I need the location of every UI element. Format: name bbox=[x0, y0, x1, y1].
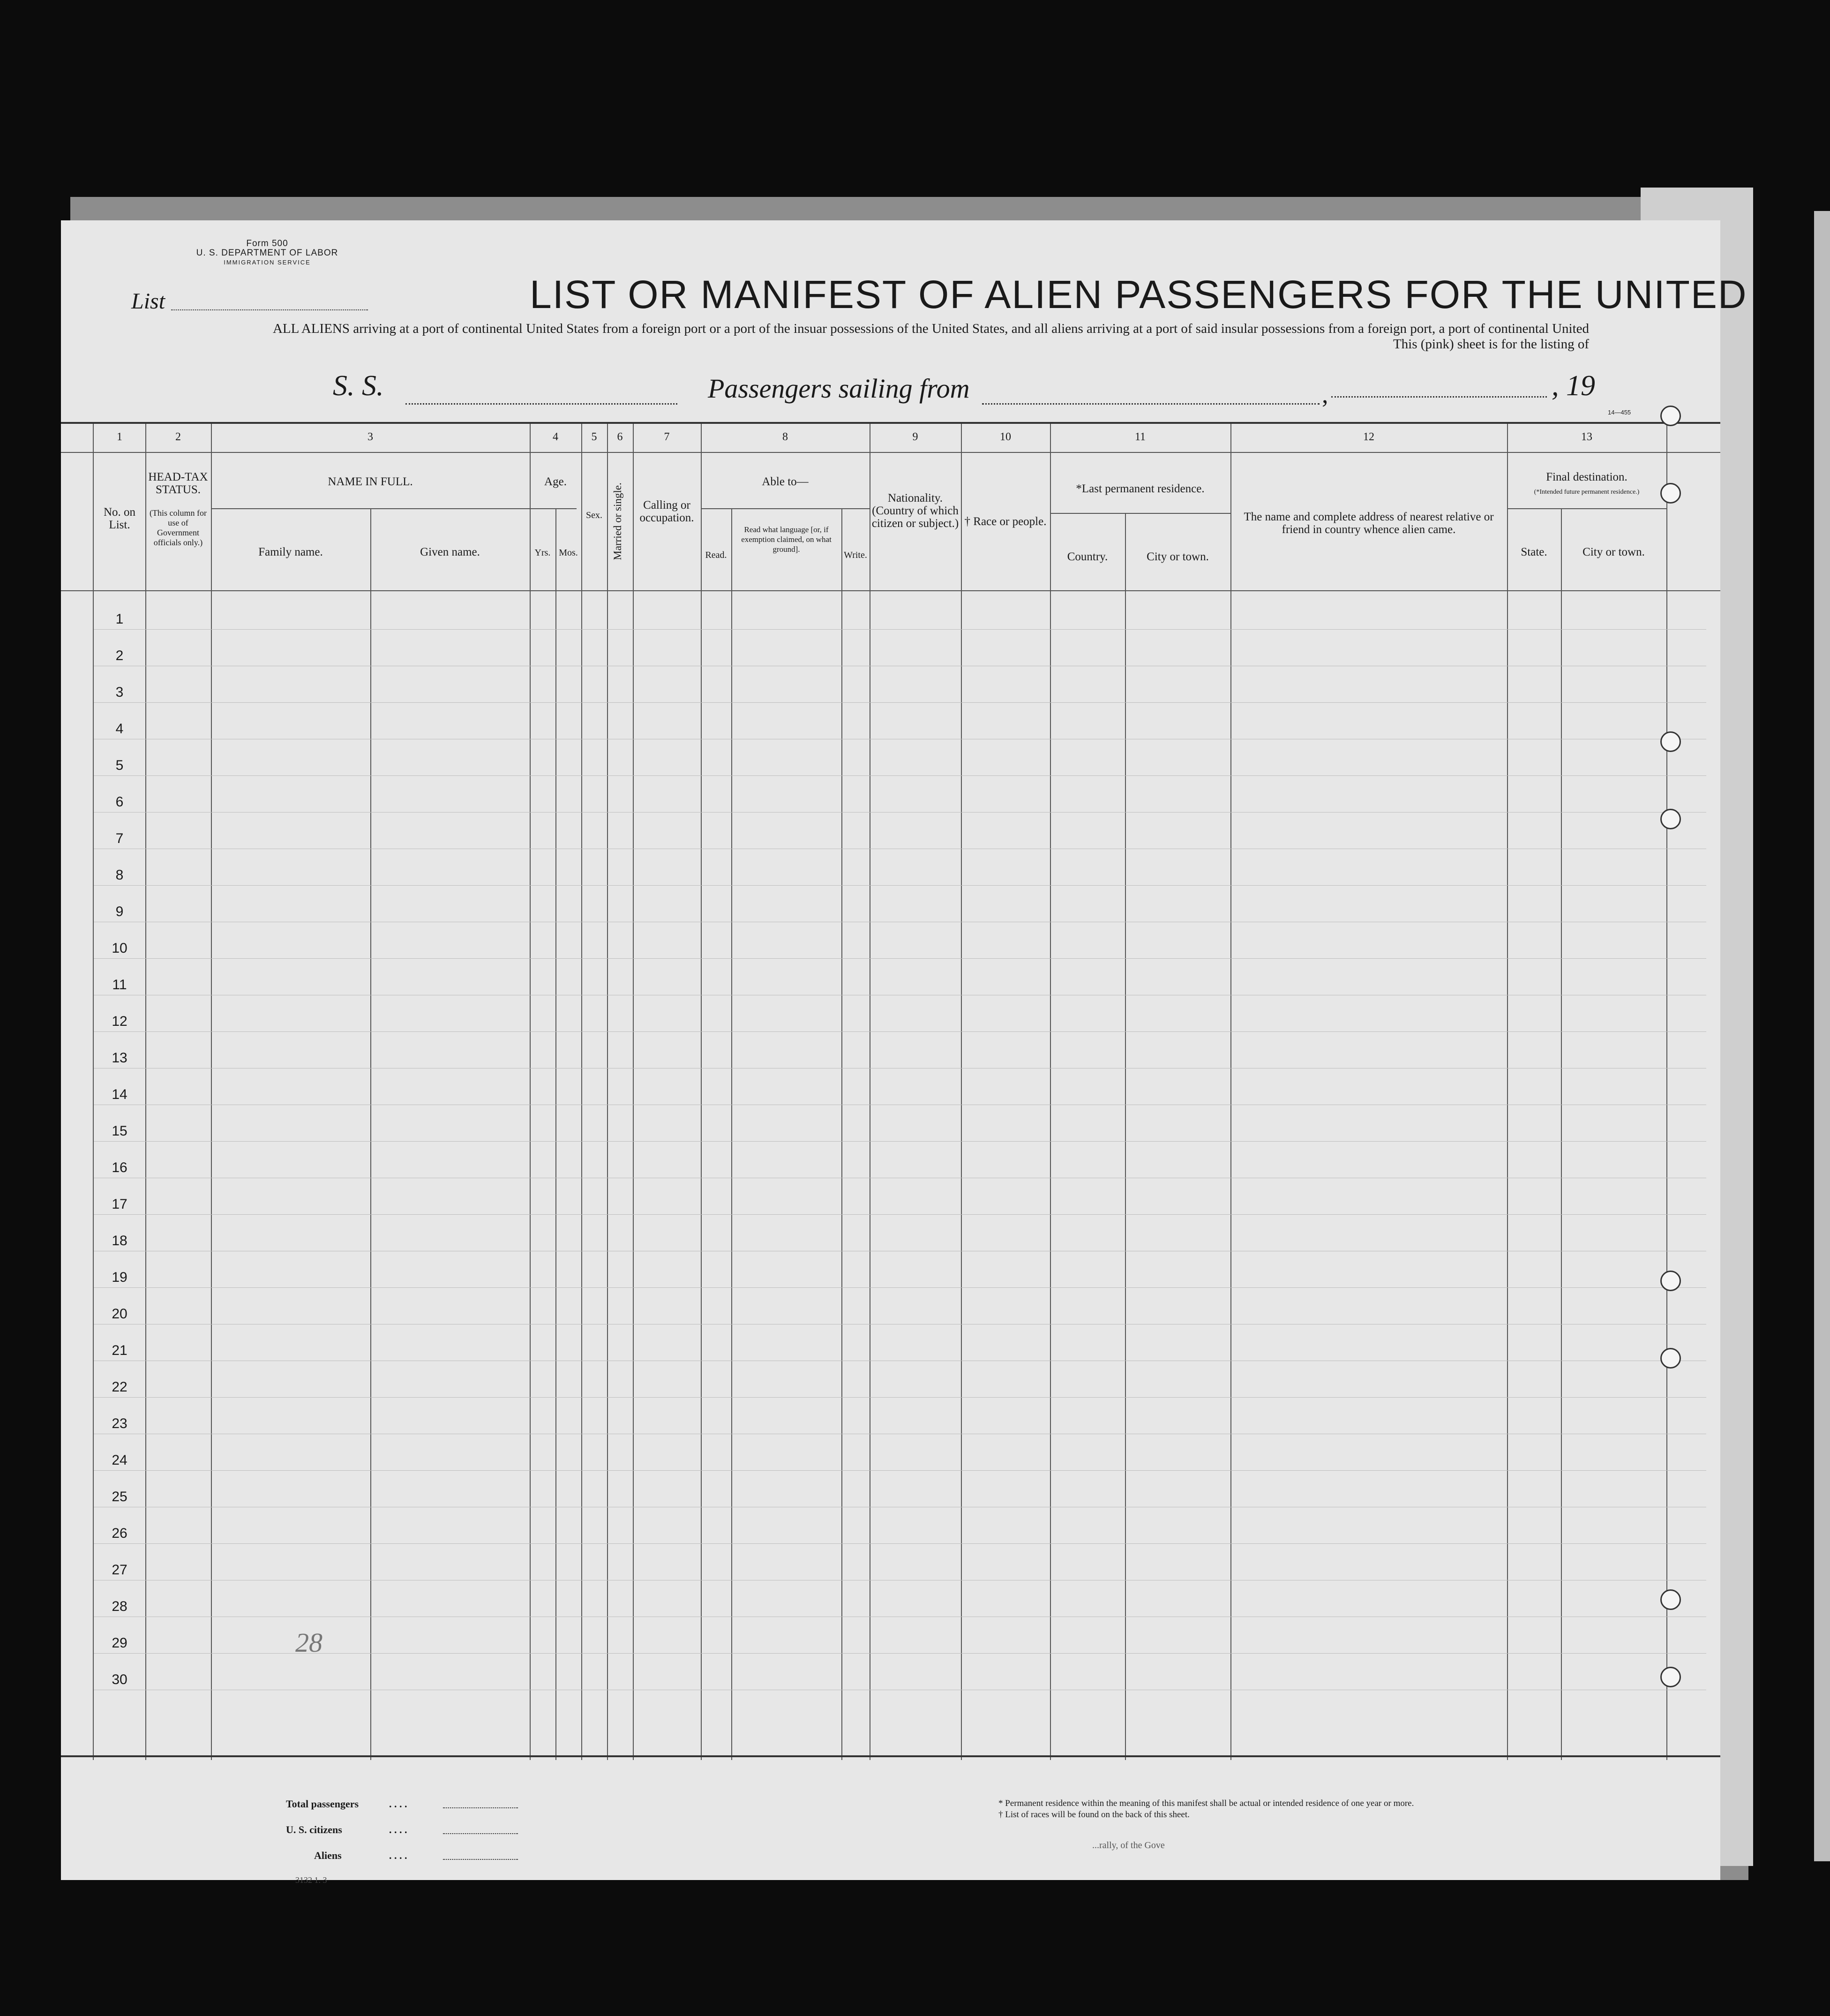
column-divider bbox=[1507, 424, 1508, 1760]
column-divider bbox=[1666, 424, 1667, 1760]
binder-hole bbox=[1660, 1589, 1681, 1610]
rule-residence-sub bbox=[1050, 513, 1230, 514]
able-to-header: Able to— bbox=[762, 475, 809, 488]
footnotes bbox=[998, 1798, 1414, 1820]
col-num-4: 4 bbox=[553, 431, 558, 443]
row-rule bbox=[94, 1543, 1706, 1544]
row-rule bbox=[94, 1653, 1706, 1654]
city-town-header: City or town. bbox=[1147, 550, 1209, 563]
list-label: List bbox=[131, 289, 165, 314]
col-num-6: 6 bbox=[617, 431, 623, 443]
row-number: 11 bbox=[112, 977, 127, 993]
date-field-line bbox=[1331, 396, 1547, 398]
column-divider bbox=[1050, 424, 1051, 1760]
rule-below-numbers bbox=[61, 452, 1720, 453]
column-divider bbox=[581, 424, 582, 1760]
comma-separator: , bbox=[1322, 380, 1328, 408]
footnote-residence: * Permanent residence within the meaning of this manifest shall be actual or intended residence of one year or more. bbox=[998, 1798, 1414, 1808]
column-divider bbox=[1230, 424, 1231, 1760]
row-rule bbox=[94, 1214, 1706, 1215]
col-num-9: 9 bbox=[912, 431, 918, 443]
binder-hole bbox=[1660, 1348, 1681, 1369]
binder-hole bbox=[1660, 1271, 1681, 1291]
column-divider bbox=[211, 424, 212, 1760]
race-header: † Race or people. bbox=[964, 515, 1047, 528]
last-residence-header: *Last permanent residence. bbox=[1076, 482, 1205, 495]
col-num-7: 7 bbox=[664, 431, 670, 443]
row-number: 21 bbox=[112, 1343, 128, 1358]
sex-header: Sex. bbox=[586, 510, 602, 520]
instructions-text bbox=[239, 321, 1589, 352]
final-destination-note: (*Intended future permanent residence.) bbox=[1534, 489, 1640, 496]
read-header: Read. bbox=[705, 550, 727, 560]
row-rule bbox=[94, 702, 1706, 703]
binder-hole bbox=[1660, 809, 1681, 829]
row-number: 20 bbox=[112, 1306, 128, 1322]
years-header: Yrs. bbox=[534, 548, 551, 558]
col-num-3: 3 bbox=[368, 431, 373, 443]
binder-hole bbox=[1660, 1667, 1681, 1687]
head-tax-note: (This column for use of Government officials only.) bbox=[150, 508, 207, 547]
col-num-5: 5 bbox=[591, 431, 597, 443]
binder-hole bbox=[1660, 406, 1681, 426]
row-number: 5 bbox=[115, 758, 124, 773]
column-divider bbox=[1561, 508, 1562, 1760]
us-citizens-line bbox=[443, 1833, 518, 1834]
row-number: 9 bbox=[115, 904, 124, 919]
row-number: 15 bbox=[112, 1123, 128, 1139]
row-number: 6 bbox=[115, 794, 124, 810]
family-name-header: Family name. bbox=[258, 546, 323, 558]
row-rule bbox=[94, 1287, 1706, 1288]
rule-name-sub bbox=[211, 508, 577, 509]
form-header bbox=[169, 239, 366, 267]
column-divider bbox=[731, 508, 732, 1760]
nationality-header: Nationality. (Country of which citizen or subject.) bbox=[871, 492, 959, 530]
row-number: 28 bbox=[112, 1599, 128, 1614]
row-number: 10 bbox=[112, 940, 128, 956]
row-number: 14 bbox=[112, 1087, 128, 1102]
row-rule bbox=[94, 1031, 1706, 1032]
read-language-header: Read what language [or, if exemption claimed, on what ground]. bbox=[741, 525, 832, 554]
column-divider bbox=[555, 508, 556, 1760]
row-number: 22 bbox=[112, 1379, 128, 1395]
binder-hole bbox=[1660, 731, 1681, 752]
column-divider bbox=[607, 424, 608, 1760]
row-number: 18 bbox=[112, 1233, 128, 1249]
us-citizens-dots: . . . . bbox=[389, 1824, 407, 1835]
row-number: 29 bbox=[112, 1635, 128, 1651]
column-divider bbox=[841, 508, 842, 1760]
row-number: 7 bbox=[115, 831, 124, 846]
age-header: Age. bbox=[544, 475, 567, 488]
manifest-table bbox=[61, 422, 1720, 1760]
row-number: 16 bbox=[112, 1160, 128, 1175]
col-num-11: 11 bbox=[1134, 431, 1146, 443]
row-number: 25 bbox=[112, 1489, 128, 1504]
calling-header: Calling or occupation. bbox=[639, 499, 694, 524]
row-number: 3 bbox=[115, 685, 124, 700]
instructions-line-1: ALL ALIENS arriving at a port of continental United States from a foreign port or a port of the insuar possessions of the United States, and all aliens arriving at a port of said insular possessions from a foreign port, a port of continental United bbox=[272, 321, 1589, 336]
row-rule bbox=[94, 958, 1706, 959]
sailing-from-field-line bbox=[982, 403, 1320, 405]
form-number: Form 500 bbox=[246, 239, 288, 248]
column-divider bbox=[145, 424, 146, 1760]
sailing-from-label: Passengers sailing from bbox=[708, 373, 970, 404]
row-number: 8 bbox=[115, 867, 124, 883]
rule-table-bottom bbox=[61, 1755, 1720, 1757]
column-divider bbox=[633, 424, 634, 1760]
stamp-fragment: ...rally, of the Gove bbox=[1092, 1840, 1165, 1851]
col-num-1: 1 bbox=[117, 431, 122, 443]
row-number: 2 bbox=[115, 648, 124, 663]
row-rule bbox=[94, 629, 1706, 630]
total-passengers-label: Total passengers bbox=[286, 1798, 359, 1810]
row-number: 17 bbox=[112, 1196, 128, 1212]
row-number: 4 bbox=[115, 721, 124, 737]
column-divider bbox=[370, 508, 371, 1760]
total-passengers-dots: . . . . bbox=[389, 1798, 407, 1810]
row-number: 30 bbox=[112, 1672, 128, 1687]
aliens-line bbox=[443, 1859, 518, 1860]
head-tax-header: HEAD-TAX STATUS. bbox=[148, 471, 208, 496]
year-label: , 19 bbox=[1552, 370, 1595, 402]
no-on-list-header: No. on List. bbox=[103, 506, 136, 531]
total-passengers-line bbox=[443, 1807, 518, 1808]
months-header: Mos. bbox=[559, 548, 578, 558]
row-number: 24 bbox=[112, 1452, 128, 1468]
destination-city-header: City or town. bbox=[1582, 546, 1645, 558]
col-num-12: 12 bbox=[1363, 431, 1374, 443]
ship-label: S. S. bbox=[333, 370, 384, 402]
column-divider bbox=[1125, 513, 1126, 1760]
col-num-8: 8 bbox=[782, 431, 788, 443]
us-citizens-label: U. S. citizens bbox=[286, 1824, 342, 1835]
given-name-header: Given name. bbox=[420, 546, 480, 558]
corner-mark: 14—455 bbox=[1608, 409, 1631, 416]
relative-header: The name and complete address of nearest relative or friend in country whence alien came. bbox=[1244, 511, 1494, 536]
handwritten-number: 28 bbox=[295, 1627, 322, 1658]
aliens-dots: . . . . bbox=[389, 1850, 407, 1861]
row-number: 26 bbox=[112, 1526, 128, 1541]
rule-destination-sub bbox=[1507, 508, 1666, 509]
write-header: Write. bbox=[844, 550, 867, 560]
instructions-line-2: This (pink) sheet is for the listing of bbox=[1393, 337, 1589, 352]
row-rule bbox=[94, 775, 1706, 776]
row-number: 1 bbox=[115, 611, 124, 627]
row-number: 23 bbox=[112, 1416, 128, 1431]
column-divider bbox=[701, 424, 702, 1760]
row-number: 27 bbox=[112, 1562, 128, 1578]
row-number: 19 bbox=[112, 1270, 128, 1285]
row-number: 12 bbox=[112, 1014, 128, 1029]
row-rule bbox=[94, 1397, 1706, 1398]
row-rule bbox=[94, 885, 1706, 886]
rule-below-header bbox=[61, 590, 1720, 591]
row-number: 13 bbox=[112, 1050, 128, 1066]
adjacent-page-edge bbox=[1814, 211, 1830, 1861]
name-in-full-header: NAME IN FULL. bbox=[328, 475, 413, 488]
col-num-13: 13 bbox=[1581, 431, 1592, 443]
bottom-edge-fragment: 3132 1. 3 bbox=[295, 1875, 327, 1885]
column-divider bbox=[530, 424, 531, 1760]
page-title: LIST OR MANIFEST OF ALIEN PASSENGERS FOR THE UNITED bbox=[530, 272, 1748, 316]
rule-able-sub bbox=[701, 508, 870, 509]
row-rule bbox=[94, 1470, 1706, 1471]
final-destination-header: Final destination. bbox=[1546, 471, 1628, 483]
aliens-label: Aliens bbox=[314, 1850, 342, 1861]
service-name: IMMIGRATION SERVICE bbox=[224, 259, 311, 266]
binder-hole bbox=[1660, 483, 1681, 504]
country-header: Country. bbox=[1067, 550, 1108, 563]
row-rule bbox=[94, 1141, 1706, 1142]
footnote-races: † List of races will be found on the back of this sheet. bbox=[998, 1810, 1190, 1820]
column-divider bbox=[961, 424, 962, 1760]
col-num-10: 10 bbox=[1000, 431, 1011, 443]
manifest-page bbox=[61, 220, 1748, 1885]
list-field-line bbox=[171, 309, 368, 310]
state-header: State. bbox=[1521, 546, 1547, 558]
department-name: U. S. DEPARTMENT OF LABOR bbox=[196, 248, 338, 258]
col-num-2: 2 bbox=[175, 431, 181, 443]
married-single-header: Married or single. bbox=[612, 482, 623, 560]
ship-field-line bbox=[405, 403, 677, 405]
